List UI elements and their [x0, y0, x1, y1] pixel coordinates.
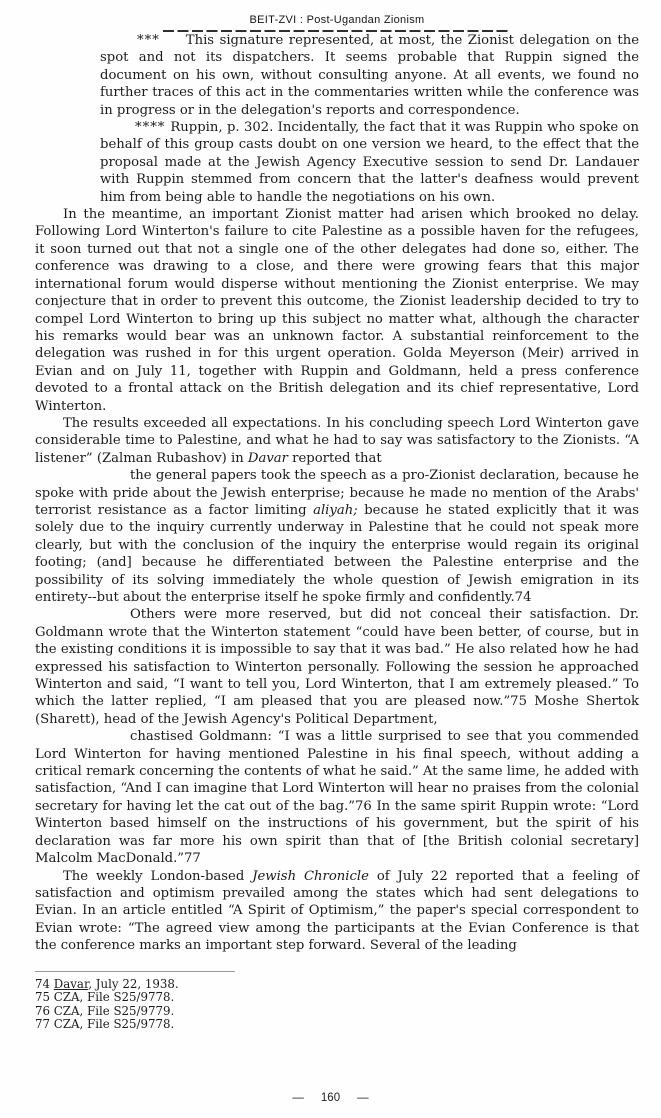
- footnote-marker: ***: [137, 33, 160, 48]
- footnote-separator: [35, 971, 235, 972]
- footnote-number: 74: [35, 976, 54, 991]
- paragraph-text: The weekly London-based: [63, 868, 253, 884]
- page-number-footer: [0, 1092, 661, 1104]
- page-number: 160: [320, 1092, 341, 1104]
- numbered-footnotes: [35, 978, 639, 1032]
- main-text: [35, 206, 639, 954]
- italic-title: Davar: [247, 450, 288, 466]
- quote-text: the general papers took the speech as a pro-Zionist declaration, because he spoke with pride about the Jewish enterprise; because he made no mention of the Arabs' terrorist resistance as a factor limiting: [35, 468, 639, 518]
- italic-word: aliyah;: [313, 502, 358, 518]
- footnote-75: 75 CZA, File S25/9778.: [35, 990, 175, 1005]
- running-head-title: BEIT-ZVI : Post-Ugandan Zionism: [249, 14, 425, 26]
- underlined-title: Davar: [53, 976, 89, 991]
- footer-dash-right: —: [357, 1092, 369, 1104]
- paragraph: In the meantime, an important Zionist matter had arisen which brooked no delay. Following Lord Winterton's failure to cite Palestine as a possible haven for the refugees, it soon turned out that not a single one of the other delegates had done so, either. The conference was drawing to a close, and there were growing fears that this major international forum would disperse without mentioning the Zionist enterprise. We may conjecture that in order to prevent this outcome, the Zionist leadership decided to try to compel Lord Winterton to bring up this subject no matter what, although the character his remarks would bear was an unknown factor. A substantial reinforcement to the delegation was rushed in for this urgent operation. Golda Meyerson (Meir) arrived in Evian and on July 11, together with Ruppin and Goldmann, held a press conference devoted to a frontal attack on the British delegation and its chief representative, Lord Winterton.: [35, 207, 639, 414]
- paragraph: chastised Goldmann: “I was a little surprised to see that you commended Lord Winterton for having mentioned Palestine in his final speech, without adding a critical remark concerning the contents of what he said.” At the same lime, he added with satisfaction, “And I can imagine that Lord Winterton will hear no praises from the colonial secretary for having let the cat out of the bag.”76 In the same spirit Ruppin wrote: “Lord Winterton based himself on the instructions of his government, but the spirit of his declaration was far more his own spirit than that of [the British colonial secretary] Malcolm MacDonald.”77: [35, 729, 639, 867]
- footer-dash-left: —: [292, 1092, 304, 1104]
- footnote-text: This signature represented, at most, the Zionist delegation on the spot and not its dispatchers. It seems probable that Ruppin signed the document on his own, without consulting anyone. At all events, we found no further traces of this act in the commentaries written while the conference was in progress or in the delegation's reports and correspondence.: [100, 33, 639, 118]
- block-quote: [35, 467, 639, 606]
- footnote-text: Ruppin, p. 302. Incidentally, the fact that it was Ruppin who spoke on behalf of this group casts doubt on one version we heard, to the effect that the proposal made at the Jewish Agency Executive session to send Dr. Landauer with Ruppin stemmed from concern that the latter's deafness would prevent him from being able to handle the negotiations on his own.: [100, 120, 639, 205]
- footnote-three-stars: [100, 32, 639, 119]
- footnote-marker: ****: [135, 120, 166, 136]
- paragraph: [35, 415, 639, 467]
- footnote-text: , July 22, 1938.: [88, 976, 179, 991]
- paragraph-text: of July 22 reported that a feeling of satisfaction and optimism prevailed among the states which had sent delegations to Evian. In an article entitled “A Spirit of Optimism,” the paper's special correspondent to Evian wrote: “The agreed view among the participants at the Evian Conference is that the conference marks an important step forward. Several of the leading: [35, 868, 640, 954]
- paragraph-text: reported that: [287, 450, 382, 466]
- paragraph-text: The results exceeded all expectations. In his concluding speech Lord Winterton gave considerable time to Palestine, and what he had to say was satisfactory to the Zionists. “A listener” (Zalman Rubashov) in: [35, 415, 639, 466]
- italic-title: Jewish Chronicle: [252, 868, 369, 884]
- footnote-76: 76 CZA, File S25/9779.: [35, 1003, 175, 1018]
- paragraph: Others were more reserved, but did not conceal their satisfaction. Dr. Goldmann wrote that the Winterton statement “could have been better, of course, but in the existing conditions it is impossible to say that it was bad.” He also related how he had expressed his satisfaction to Winterton personally. Following the session he approached Winterton and said, “I want to tell you, Lord Winterton, that I am extremely pleased.” To which the latter replied, “I am pleased that you are pleased now.”75 Moshe Shertok (Sharett), head of the Jewish Agency's Political Department,: [35, 607, 639, 727]
- footnote-77: 77 CZA, File S25/9778.: [35, 1017, 175, 1032]
- footnote-four-stars: [100, 119, 639, 206]
- asterisk-footnotes: [100, 32, 639, 206]
- page-header: [35, 8, 639, 32]
- quote-text: because he stated explicitly that it was solely due to the inquiry currently underway in Palestine that he could not speak more clearly, but with the conclusion of the inquiry the enterprise would regain its original footing; (and] because he differentiated between the Palestine enterprise and the possibility of its solving immediately the whole question of Jewish emigration in its entirety--but about the enterprise itself he spoke firmly and confidently.74: [35, 502, 639, 605]
- paragraph: [35, 868, 639, 955]
- footnote-74: [35, 978, 639, 992]
